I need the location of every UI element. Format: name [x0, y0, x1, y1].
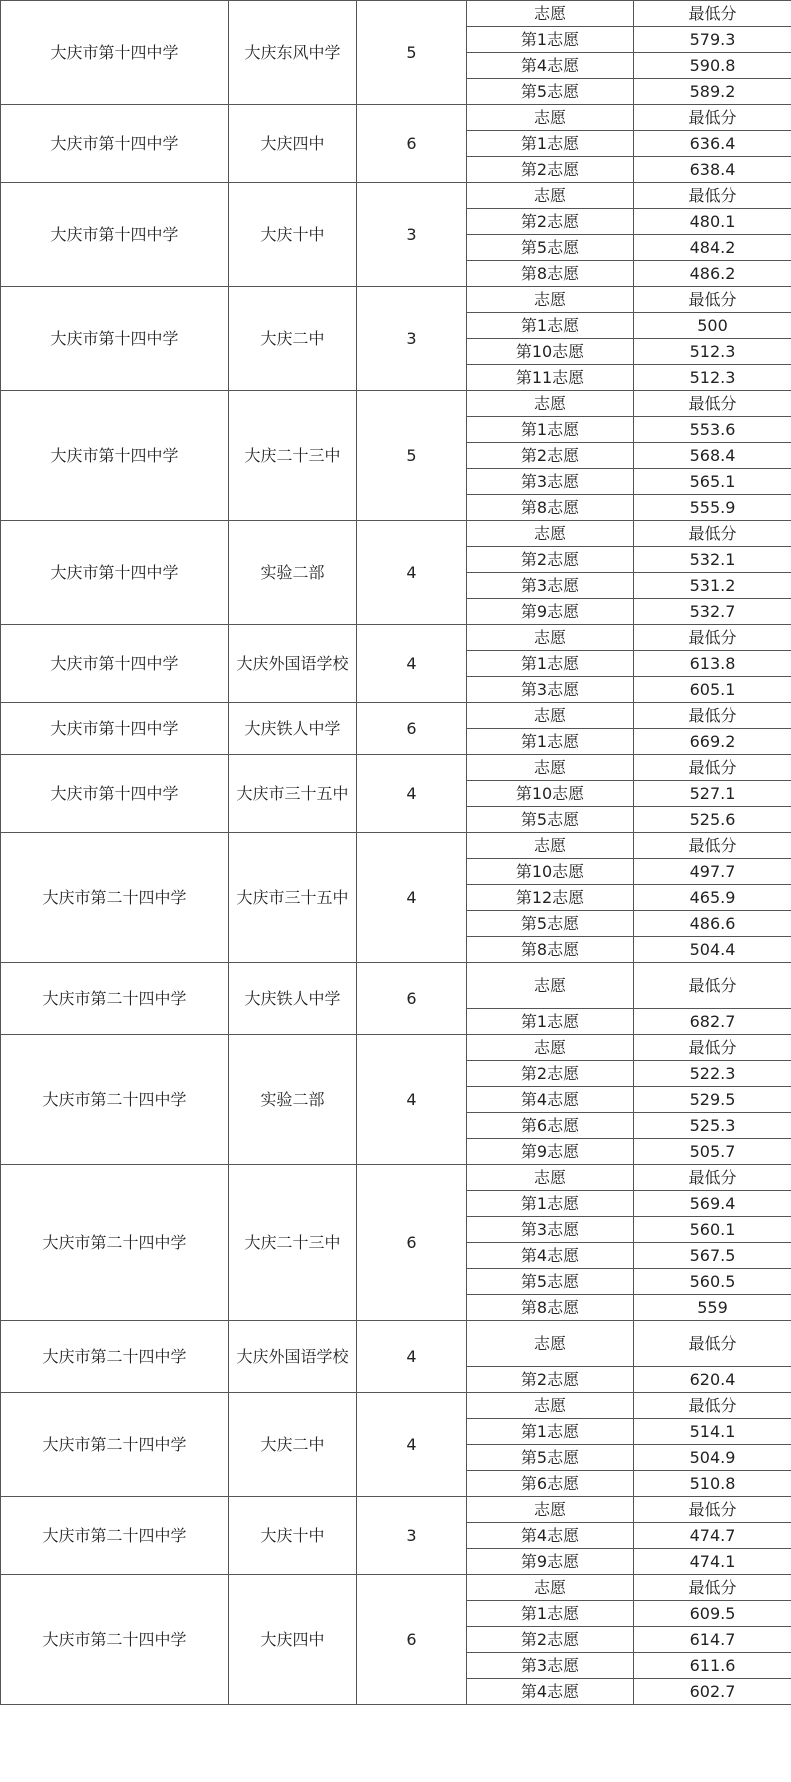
table-row: [1, 1165, 791, 1191]
target-school-cell: 大庆十中: [229, 1497, 357, 1575]
choice-header-cell: 志愿: [467, 963, 634, 1009]
min-score-cell: 568.4: [634, 443, 791, 469]
choice-cell: 第4志愿: [467, 1087, 634, 1113]
choice-header-cell: 志愿: [467, 1497, 634, 1523]
quota-cell: 4: [357, 1035, 467, 1165]
score-header-cell: 最低分: [634, 833, 791, 859]
choice-header-cell: 志愿: [467, 105, 634, 131]
choice-cell: 第1志愿: [467, 131, 634, 157]
table-body: [1, 1, 791, 1705]
source-school-cell: 大庆市第十四中学: [1, 183, 229, 287]
target-school-cell: 大庆铁人中学: [229, 703, 357, 755]
min-score-cell: 569.4: [634, 1191, 791, 1217]
min-score-cell: 504.4: [634, 937, 791, 963]
source-school-cell: 大庆市第十四中学: [1, 703, 229, 755]
table-row: [1, 833, 791, 859]
quota-cell: 4: [357, 625, 467, 703]
target-school-cell: 大庆四中: [229, 1575, 357, 1705]
choice-header-cell: 志愿: [467, 833, 634, 859]
choice-cell: 第6志愿: [467, 1113, 634, 1139]
source-school-cell: 大庆市第十四中学: [1, 521, 229, 625]
choice-cell: 第2志愿: [467, 1061, 634, 1087]
choice-cell: 第9志愿: [467, 1139, 634, 1165]
choice-header-cell: 志愿: [467, 1575, 634, 1601]
target-school-cell: 大庆东风中学: [229, 1, 357, 105]
score-header-cell: 最低分: [634, 391, 791, 417]
table-row: [1, 1035, 791, 1061]
min-score-cell: 510.8: [634, 1471, 791, 1497]
min-score-cell: 669.2: [634, 729, 791, 755]
source-school-cell: 大庆市第十四中学: [1, 1, 229, 105]
min-score-cell: 505.7: [634, 1139, 791, 1165]
choice-cell: 第10志愿: [467, 859, 634, 885]
choice-cell: 第1志愿: [467, 313, 634, 339]
quota-cell: 6: [357, 1165, 467, 1321]
target-school-cell: 大庆铁人中学: [229, 963, 357, 1035]
score-header-cell: 最低分: [634, 287, 791, 313]
quota-cell: 3: [357, 1497, 467, 1575]
min-score-cell: 474.7: [634, 1523, 791, 1549]
min-score-cell: 486.6: [634, 911, 791, 937]
choice-cell: 第11志愿: [467, 365, 634, 391]
target-school-cell: 大庆二十三中: [229, 1165, 357, 1321]
min-score-cell: 512.3: [634, 339, 791, 365]
quota-cell: 6: [357, 963, 467, 1035]
table-row: [1, 287, 791, 313]
choice-cell: 第4志愿: [467, 53, 634, 79]
choice-cell: 第4志愿: [467, 1679, 634, 1705]
score-header-cell: 最低分: [634, 703, 791, 729]
choice-header-cell: 志愿: [467, 391, 634, 417]
choice-cell: 第1志愿: [467, 651, 634, 677]
choice-cell: 第3志愿: [467, 1653, 634, 1679]
min-score-cell: 605.1: [634, 677, 791, 703]
min-score-cell: 555.9: [634, 495, 791, 521]
target-school-cell: 大庆市三十五中: [229, 833, 357, 963]
choice-cell: 第2志愿: [467, 443, 634, 469]
choice-cell: 第1志愿: [467, 1191, 634, 1217]
target-school-cell: 实验二部: [229, 1035, 357, 1165]
source-school-cell: 大庆市第二十四中学: [1, 833, 229, 963]
quota-cell: 5: [357, 1, 467, 105]
choice-cell: 第5志愿: [467, 807, 634, 833]
choice-cell: 第8志愿: [467, 495, 634, 521]
table-row: [1, 521, 791, 547]
source-school-cell: 大庆市第二十四中学: [1, 1497, 229, 1575]
quota-cell: 6: [357, 703, 467, 755]
source-school-cell: 大庆市第十四中学: [1, 287, 229, 391]
table-row: [1, 755, 791, 781]
choice-header-cell: 志愿: [467, 1035, 634, 1061]
target-school-cell: 大庆外国语学校: [229, 1321, 357, 1393]
choice-cell: 第10志愿: [467, 781, 634, 807]
score-header-cell: 最低分: [634, 1575, 791, 1601]
quota-cell: 3: [357, 183, 467, 287]
choice-header-cell: 志愿: [467, 703, 634, 729]
min-score-cell: 474.1: [634, 1549, 791, 1575]
choice-cell: 第3志愿: [467, 677, 634, 703]
choice-cell: 第5志愿: [467, 1269, 634, 1295]
table-row: [1, 1, 791, 27]
min-score-cell: 590.8: [634, 53, 791, 79]
quota-cell: 3: [357, 287, 467, 391]
quota-cell: 6: [357, 1575, 467, 1705]
choice-cell: 第2志愿: [467, 209, 634, 235]
score-header-cell: 最低分: [634, 521, 791, 547]
choice-header-cell: 志愿: [467, 1321, 634, 1367]
choice-cell: 第3志愿: [467, 573, 634, 599]
min-score-cell: 609.5: [634, 1601, 791, 1627]
min-score-cell: 484.2: [634, 235, 791, 261]
choice-cell: 第8志愿: [467, 261, 634, 287]
target-school-cell: 实验二部: [229, 521, 357, 625]
source-school-cell: 大庆市第二十四中学: [1, 1575, 229, 1705]
min-score-cell: 527.1: [634, 781, 791, 807]
quota-cell: 4: [357, 521, 467, 625]
source-school-cell: 大庆市第十四中学: [1, 391, 229, 521]
choice-cell: 第5志愿: [467, 79, 634, 105]
choice-cell: 第10志愿: [467, 339, 634, 365]
choice-header-cell: 志愿: [467, 521, 634, 547]
quota-cell: 5: [357, 391, 467, 521]
choice-header-cell: 志愿: [467, 1393, 634, 1419]
min-score-cell: 514.1: [634, 1419, 791, 1445]
min-score-cell: 565.1: [634, 469, 791, 495]
choice-cell: 第2志愿: [467, 1367, 634, 1393]
min-score-cell: 613.8: [634, 651, 791, 677]
choice-header-cell: 志愿: [467, 183, 634, 209]
source-school-cell: 大庆市第十四中学: [1, 755, 229, 833]
score-header-cell: 最低分: [634, 105, 791, 131]
min-score-cell: 589.2: [634, 79, 791, 105]
score-header-cell: 最低分: [634, 1321, 791, 1367]
quota-cell: 4: [357, 1321, 467, 1393]
quota-cell: 4: [357, 833, 467, 963]
choice-cell: 第9志愿: [467, 1549, 634, 1575]
choice-cell: 第2志愿: [467, 1627, 634, 1653]
choice-cell: 第1志愿: [467, 417, 634, 443]
min-score-cell: 486.2: [634, 261, 791, 287]
source-school-cell: 大庆市第二十四中学: [1, 1165, 229, 1321]
choice-cell: 第5志愿: [467, 235, 634, 261]
choice-cell: 第4志愿: [467, 1523, 634, 1549]
min-score-cell: 522.3: [634, 1061, 791, 1087]
table-row: [1, 1321, 791, 1367]
choice-cell: 第2志愿: [467, 157, 634, 183]
choice-cell: 第1志愿: [467, 1601, 634, 1627]
min-score-cell: 465.9: [634, 885, 791, 911]
min-score-cell: 497.7: [634, 859, 791, 885]
table-row: [1, 1497, 791, 1523]
min-score-cell: 532.7: [634, 599, 791, 625]
target-school-cell: 大庆市三十五中: [229, 755, 357, 833]
choice-cell: 第3志愿: [467, 469, 634, 495]
table-row: [1, 183, 791, 209]
choice-cell: 第9志愿: [467, 599, 634, 625]
score-header-cell: 最低分: [634, 1165, 791, 1191]
choice-cell: 第6志愿: [467, 1471, 634, 1497]
target-school-cell: 大庆十中: [229, 183, 357, 287]
score-header-cell: 最低分: [634, 1035, 791, 1061]
choice-cell: 第5志愿: [467, 911, 634, 937]
score-header-cell: 最低分: [634, 183, 791, 209]
table-row: [1, 625, 791, 651]
min-score-cell: 559: [634, 1295, 791, 1321]
min-score-cell: 620.4: [634, 1367, 791, 1393]
target-school-cell: 大庆外国语学校: [229, 625, 357, 703]
source-school-cell: 大庆市第十四中学: [1, 105, 229, 183]
table-row: [1, 963, 791, 1009]
source-school-cell: 大庆市第二十四中学: [1, 1393, 229, 1497]
min-score-cell: 504.9: [634, 1445, 791, 1471]
source-school-cell: 大庆市第十四中学: [1, 625, 229, 703]
min-score-cell: 682.7: [634, 1009, 791, 1035]
choice-header-cell: 志愿: [467, 1, 634, 27]
score-header-cell: 最低分: [634, 755, 791, 781]
min-score-cell: 614.7: [634, 1627, 791, 1653]
choice-cell: 第2志愿: [467, 547, 634, 573]
table-row: [1, 703, 791, 729]
target-school-cell: 大庆四中: [229, 105, 357, 183]
choice-cell: 第5志愿: [467, 1445, 634, 1471]
score-header-cell: 最低分: [634, 1393, 791, 1419]
choice-cell: 第1志愿: [467, 1009, 634, 1035]
choice-cell: 第3志愿: [467, 1217, 634, 1243]
score-header-cell: 最低分: [634, 1497, 791, 1523]
choice-header-cell: 志愿: [467, 287, 634, 313]
table-row: [1, 105, 791, 131]
score-header-cell: 最低分: [634, 1, 791, 27]
min-score-cell: 500: [634, 313, 791, 339]
choice-cell: 第4志愿: [467, 1243, 634, 1269]
choice-cell: 第1志愿: [467, 729, 634, 755]
table-row: [1, 1575, 791, 1601]
target-school-cell: 大庆二中: [229, 287, 357, 391]
min-score-cell: 529.5: [634, 1087, 791, 1113]
target-school-cell: 大庆二中: [229, 1393, 357, 1497]
min-score-cell: 636.4: [634, 131, 791, 157]
quota-cell: 6: [357, 105, 467, 183]
source-school-cell: 大庆市第二十四中学: [1, 963, 229, 1035]
min-score-cell: 611.6: [634, 1653, 791, 1679]
quota-cell: 4: [357, 755, 467, 833]
min-score-cell: 532.1: [634, 547, 791, 573]
min-score-cell: 638.4: [634, 157, 791, 183]
min-score-cell: 602.7: [634, 1679, 791, 1705]
target-school-cell: 大庆二十三中: [229, 391, 357, 521]
choice-cell: 第1志愿: [467, 1419, 634, 1445]
min-score-cell: 553.6: [634, 417, 791, 443]
table-row: [1, 391, 791, 417]
choice-header-cell: 志愿: [467, 625, 634, 651]
choice-header-cell: 志愿: [467, 755, 634, 781]
choice-cell: 第12志愿: [467, 885, 634, 911]
min-score-cell: 531.2: [634, 573, 791, 599]
min-score-cell: 525.6: [634, 807, 791, 833]
min-score-cell: 560.1: [634, 1217, 791, 1243]
source-school-cell: 大庆市第二十四中学: [1, 1321, 229, 1393]
choice-cell: 第8志愿: [467, 1295, 634, 1321]
choice-cell: 第1志愿: [467, 27, 634, 53]
quota-cell: 4: [357, 1393, 467, 1497]
score-header-cell: 最低分: [634, 963, 791, 1009]
score-header-cell: 最低分: [634, 625, 791, 651]
choice-cell: 第8志愿: [467, 937, 634, 963]
min-score-cell: 512.3: [634, 365, 791, 391]
min-score-cell: 525.3: [634, 1113, 791, 1139]
min-score-cell: 567.5: [634, 1243, 791, 1269]
choice-header-cell: 志愿: [467, 1165, 634, 1191]
source-school-cell: 大庆市第二十四中学: [1, 1035, 229, 1165]
min-score-cell: 480.1: [634, 209, 791, 235]
min-score-cell: 560.5: [634, 1269, 791, 1295]
min-score-cell: 579.3: [634, 27, 791, 53]
table-row: [1, 1393, 791, 1419]
